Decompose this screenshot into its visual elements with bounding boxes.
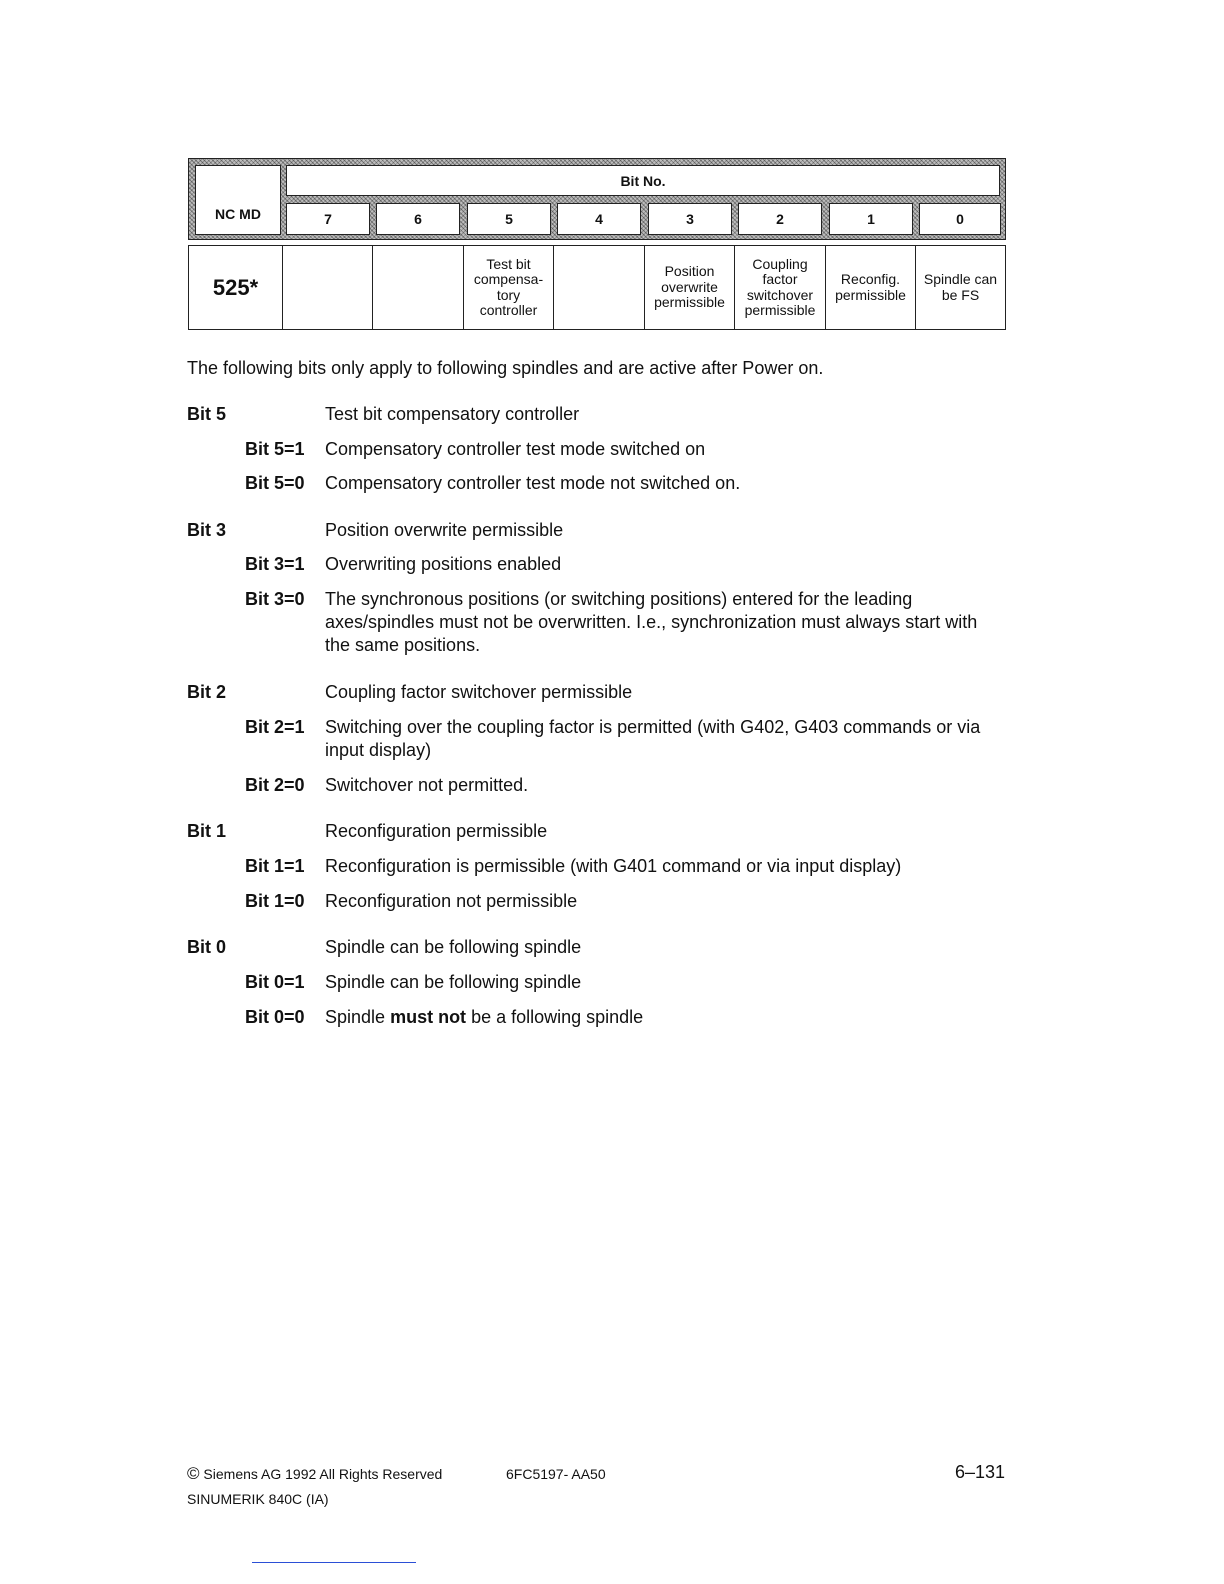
bit-cell-2: Coupling factor switchover permissible xyxy=(734,246,825,329)
bit-cell-7 xyxy=(282,246,372,329)
bit-header-1: 1 xyxy=(829,203,913,235)
bit2-one-label: Bit 2=1 xyxy=(245,717,305,737)
bit2-zero-label: Bit 2=0 xyxy=(245,775,305,795)
bit1-title: Reconfiguration permissible xyxy=(325,821,548,841)
bit5-label: Bit 5 xyxy=(187,404,227,424)
link-underline xyxy=(252,1562,416,1563)
bit3-zero-label: Bit 3=0 xyxy=(245,589,305,609)
bit0-title: Spindle can be following spindle xyxy=(325,937,582,957)
bit2-one-text: Switching over the coupling factor is permitted (with G402, G403 commands or via input display) xyxy=(325,717,981,760)
bit-cell-0: Spindle can be FS xyxy=(915,246,1005,329)
bit-cell-5: Test bit compensa- tory controller xyxy=(463,246,553,329)
md-number-cell xyxy=(189,246,282,329)
page-number: 6–131 xyxy=(955,1462,1006,1482)
footer-copyright: © Siemens AG 1992 All Rights Reserved xyxy=(187,1464,443,1483)
bit-cell-4 xyxy=(553,246,644,329)
bit1-label: Bit 1 xyxy=(187,821,227,841)
bit0-zero-label: Bit 0=0 xyxy=(245,1007,305,1027)
bit1-one-label: Bit 1=1 xyxy=(245,856,305,876)
bit3-label: Bit 3 xyxy=(187,520,227,540)
bit-header-5: 5 xyxy=(467,203,551,235)
bit0-zero-text: Spindle must not be a following spindle xyxy=(325,1007,644,1027)
bit2-zero-text: Switchover not permitted. xyxy=(325,775,529,795)
bit5-zero-text: Compensatory controller test mode not switched on. xyxy=(325,473,741,493)
bit1-zero-label: Bit 1=0 xyxy=(245,891,305,911)
bit-header-2: 2 xyxy=(738,203,822,235)
bit-header-4: 4 xyxy=(557,203,641,235)
bit-cell-3: Position overwrite permissible xyxy=(644,246,734,329)
bit1-one-text: Reconfiguration is permissible (with G401 command or via input display) xyxy=(325,856,902,876)
bit5-one-label: Bit 5=1 xyxy=(245,439,305,459)
bit5-zero-label: Bit 5=0 xyxy=(245,473,305,493)
bit-cell-6 xyxy=(372,246,463,329)
footer-doc-number: 6FC5197- AA50 xyxy=(506,1466,606,1482)
bit-header-0: 0 xyxy=(919,203,1001,235)
md-number: 525* xyxy=(212,274,259,300)
bit-header-3: 3 xyxy=(648,203,732,235)
bit0-one-text: Spindle can be following spindle xyxy=(325,972,582,992)
bit3-title: Position overwrite permissible xyxy=(325,520,564,540)
bit0-one-label: Bit 0=1 xyxy=(245,972,305,992)
intro-text: The following bits only apply to following spindles and are active after Power on. xyxy=(187,358,824,378)
bit-header-7: 7 xyxy=(286,203,370,235)
bit0-label: Bit 0 xyxy=(187,937,227,957)
bit3-one-text: Overwriting positions enabled xyxy=(325,554,562,574)
bit-table-header xyxy=(188,158,1006,240)
bit2-title: Coupling factor switchover permissible xyxy=(325,682,633,702)
bit2-label: Bit 2 xyxy=(187,682,227,702)
bit1-zero-text: Reconfiguration not permissible xyxy=(325,891,578,911)
bit3-zero-text: The synchronous positions (or switching positions) entered for the leading axes/spindles must not be overwritten. I.e., synchronization must always start with the same positions. xyxy=(325,589,978,655)
bit-no-header: Bit No. xyxy=(286,165,1000,196)
bit-table-values xyxy=(188,245,1006,330)
copyright-icon: © xyxy=(187,1464,200,1483)
footer-product: SINUMERIK 840C (IA) xyxy=(187,1491,329,1507)
bit5-title: Test bit compensatory controller xyxy=(325,404,580,424)
bit-header-6: 6 xyxy=(376,203,460,235)
bit5-one-text: Compensatory controller test mode switched on xyxy=(325,439,706,459)
nc-md-header: NC MD xyxy=(195,165,281,235)
bit-cell-1: Reconfig. permissible xyxy=(825,246,915,329)
bit3-one-label: Bit 3=1 xyxy=(245,554,305,574)
